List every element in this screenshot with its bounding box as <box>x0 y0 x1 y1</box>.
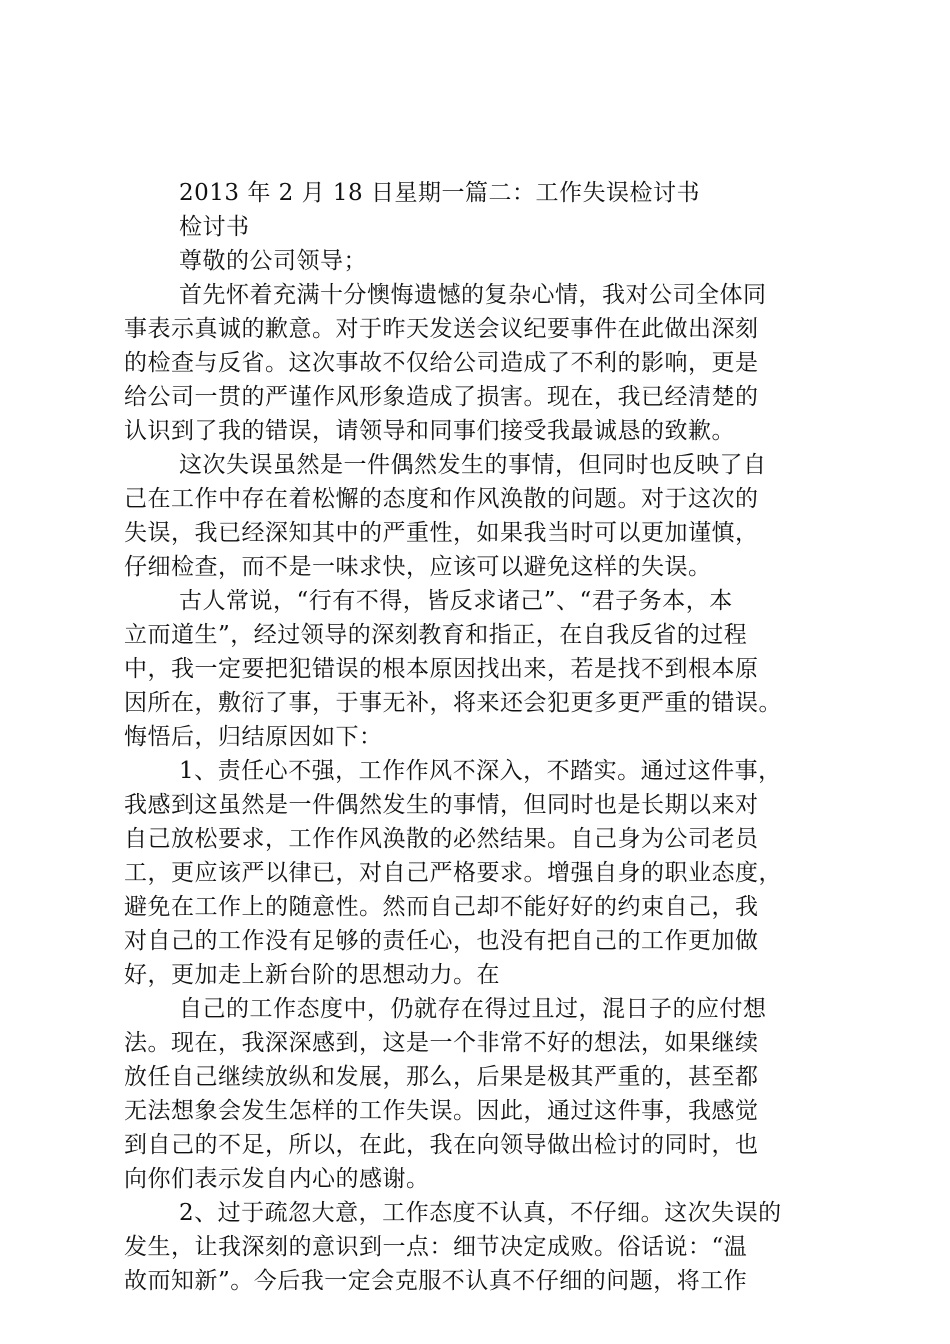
document-line: 1、责任心不强，工作作风不深入，不踏实。通过这件事， <box>179 758 782 784</box>
document-line: 发生，让我深刻的意识到一点：细节决定成败。俗话说：“温 <box>124 1234 748 1260</box>
document-line: 故而知新”。今后我一定会克服不认真不仔细的问题，将工作 <box>124 1268 748 1294</box>
document-line: 工，更应该严以律已，对自己严格要求。增强自身的职业态度， <box>124 860 782 886</box>
document-line: 自己的工作态度中，仍就存在得过且过，混日子的应付想 <box>179 996 767 1022</box>
document-line: 2、过于疏忽大意，工作态度不认真，不仔细。这次失误的 <box>179 1200 782 1226</box>
document-line: 仔细检查，而不是一味求快，应该可以避免这样的失误。 <box>124 554 712 580</box>
document-line: 对自己的工作没有足够的责任心，也没有把自己的工作更加做 <box>124 928 759 954</box>
document-line: 无法想象会发生怎样的工作失误。因此，通过这件事，我感觉 <box>124 1098 759 1124</box>
document-line: 首先怀着充满十分懊悔遗憾的复杂心情，我对公司全体同 <box>179 282 767 308</box>
document-line: 中，我一定要把犯错误的根本原因找出来，若是找不到根本原 <box>124 656 759 682</box>
document-line: 放任自己继续放纵和发展，那么，后果是极其严重的，甚至都 <box>124 1064 759 1090</box>
document-line: 法。现在，我深深感到，这是一个非常不好的想法，如果继续 <box>124 1030 759 1056</box>
document-line: 到自己的不足，所以，在此，我在向领导做出检讨的同时，也 <box>124 1132 759 1158</box>
document-line: 检讨书 <box>179 214 250 240</box>
document-line: 的检查与反省。这次事故不仅给公司造成了不利的影响，更是 <box>124 350 759 376</box>
document-line: 失误，我已经深知其中的严重性，如果我当时可以更加谨慎， <box>124 520 759 546</box>
document-line: 事表示真诚的歉意。对于昨天发送会议纪要事件在此做出深刻 <box>124 316 759 342</box>
document-line: 尊敬的公司领导； <box>179 248 367 274</box>
document-line: 2013 年 2 月 18 日星期一篇二：工作失误检讨书 <box>179 180 700 206</box>
document-line: 给公司一贯的严谨作风形象造成了损害。现在，我已经清楚的 <box>124 384 759 410</box>
document-line: 自己放松要求，工作作风涣散的必然结果。自己身为公司老员 <box>124 826 759 852</box>
document-line: 因所在，敷衍了事，于事无补，将来还会犯更多更严重的错误。 <box>124 690 782 716</box>
document-line: 己在工作中存在着松懈的态度和作风涣散的问题。对于这次的 <box>124 486 759 512</box>
document-line: 好，更加走上新台阶的思想动力。在 <box>124 962 500 988</box>
document-line: 这次失误虽然是一件偶然发生的事情，但同时也反映了自 <box>179 452 767 478</box>
document-line: 古人常说，“行有不得，皆反求诸己”、“君子务本，本 <box>179 588 733 614</box>
document-line: 立而道生”，经过领导的深刻教育和指正，在自我反省的过程 <box>124 622 748 648</box>
document-line: 认识到了我的错误，请领导和同事们接受我最诚恳的致歉。 <box>124 418 735 444</box>
document-line: 悔悟后，归结原因如下： <box>124 724 383 750</box>
document-page <box>124 176 834 1298</box>
document-line: 我感到这虽然是一件偶然发生的事情，但同时也是长期以来对 <box>124 792 759 818</box>
document-line: 向你们表示发自内心的感谢。 <box>124 1166 430 1192</box>
document-line: 避免在工作上的随意性。然而自己却不能好好的约束自己，我 <box>124 894 759 920</box>
